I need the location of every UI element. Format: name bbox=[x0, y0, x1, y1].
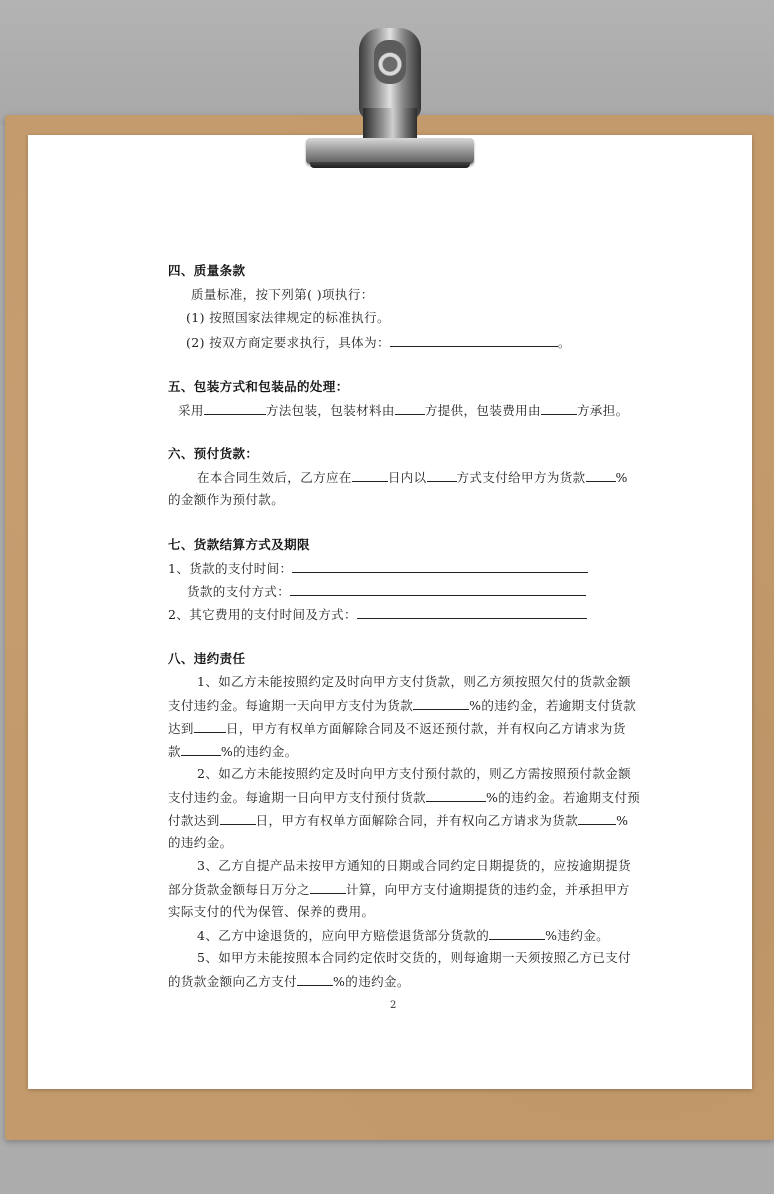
prepayment-text-2: 日内以 bbox=[387, 470, 427, 485]
liability-3-text-a: 部分货款金额每日万分之 bbox=[168, 882, 310, 897]
clip-base bbox=[306, 138, 474, 164]
blank-field[interactable] bbox=[357, 606, 587, 619]
blank-field[interactable] bbox=[292, 560, 588, 573]
blank-field[interactable] bbox=[194, 720, 226, 733]
liability-1-text-a: 支付违约金。每逾期一天向甲方支付为货款 bbox=[168, 698, 414, 713]
clip-base-lip bbox=[310, 162, 470, 168]
packaging-text-3: 方提供，包装费用由 bbox=[424, 403, 541, 418]
blank-field[interactable] bbox=[310, 881, 346, 894]
liability-1-text-b: %的违约金，若逾期支付货款 bbox=[469, 698, 637, 713]
liability-1-text-c: 达到 bbox=[168, 721, 194, 736]
liability-1-text-e: 款 bbox=[168, 744, 181, 759]
packaging-line bbox=[178, 402, 629, 419]
settlement-line-1 bbox=[168, 560, 588, 577]
liability-5-text-a: 的货款金额向乙方支付 bbox=[168, 974, 298, 989]
prepayment-text-4: % bbox=[615, 470, 628, 485]
section-heading-quality: 四、质量条款 bbox=[168, 263, 246, 278]
settlement-text-3: 2、其它费用的支付时间及方式： bbox=[168, 607, 357, 622]
quality-item-2-text: (2) 按双方商定要求执行，具体为： bbox=[186, 335, 390, 350]
quality-standard-line: 质量标准，按下列第( )项执行： bbox=[191, 287, 374, 302]
liability-2-line-2 bbox=[168, 789, 640, 806]
quality-item-1: (1) 按照国家法律规定的标准执行。 bbox=[186, 310, 390, 325]
quality-item-2-end: 。 bbox=[557, 335, 571, 350]
section-heading-prepayment: 六、预付货款： bbox=[168, 446, 259, 461]
prepayment-line-1 bbox=[197, 469, 628, 486]
liability-5-line-1: 5、如甲方未能按照本合同约定依时交货的，则每逾期一天须按照乙方已支付 bbox=[197, 950, 632, 965]
liability-4-text-b: %违约金。 bbox=[545, 928, 610, 943]
blank-field[interactable] bbox=[390, 334, 558, 347]
blank-field[interactable] bbox=[290, 583, 586, 596]
settlement-line-2 bbox=[187, 583, 586, 600]
packaging-text-1: 采用 bbox=[178, 403, 204, 418]
settlement-text-1: 1、货款的支付时间： bbox=[168, 561, 293, 576]
settlement-line-3 bbox=[168, 606, 587, 623]
liability-3-line-1: 3、乙方自提产品未按甲方通知的日期或合同约定日期提货的，应按逾期提货 bbox=[197, 858, 632, 873]
liability-5-text-b: %的违约金。 bbox=[333, 974, 410, 989]
blank-field[interactable] bbox=[541, 402, 577, 415]
blank-field[interactable] bbox=[220, 812, 256, 825]
page-number: 2 bbox=[390, 1000, 397, 1011]
liability-3-line-2 bbox=[168, 881, 630, 898]
blank-field[interactable] bbox=[352, 469, 388, 482]
blank-field[interactable] bbox=[489, 927, 545, 940]
liability-1-text-d: 日，甲方有权单方面解除合同及不返还预付款，并有权向乙方请求为货 bbox=[225, 721, 626, 736]
section-heading-liability: 八、违约责任 bbox=[168, 651, 246, 666]
blank-field[interactable] bbox=[426, 789, 486, 802]
section-heading-settlement: 七、货款结算方式及期限 bbox=[168, 537, 310, 552]
liability-2-line-3 bbox=[168, 812, 628, 829]
blank-field[interactable] bbox=[413, 697, 469, 710]
prepayment-line-2: 的金额作为预付款。 bbox=[168, 492, 285, 507]
liability-2-line-4: 的违约金。 bbox=[168, 835, 233, 850]
blank-field[interactable] bbox=[586, 469, 616, 482]
blank-field[interactable] bbox=[578, 812, 616, 825]
liability-2-text-b: %的违约金。若逾期支付预 bbox=[486, 790, 641, 805]
liability-1-text-f: %的违约金。 bbox=[220, 744, 298, 759]
prepayment-text-3: 方式支付给甲方为货款 bbox=[456, 470, 586, 485]
settlement-text-2: 货款的支付方式： bbox=[187, 584, 291, 599]
liability-5-line-2 bbox=[168, 973, 410, 990]
liability-3-line-3: 实际支付的代为保管、保养的费用。 bbox=[168, 904, 375, 919]
blank-field[interactable] bbox=[395, 402, 425, 415]
blank-field[interactable] bbox=[204, 402, 266, 415]
section-heading-packaging: 五、包装方式和包装品的处理： bbox=[168, 379, 349, 394]
prepayment-text-1: 在本合同生效后，乙方应在 bbox=[197, 470, 352, 485]
liability-1-line-3 bbox=[168, 720, 626, 737]
quality-item-2 bbox=[186, 334, 571, 351]
liability-4-line-1 bbox=[197, 927, 609, 944]
liability-1-line-2 bbox=[168, 697, 636, 714]
packaging-text-2: 方法包装，包装材料由 bbox=[265, 403, 395, 418]
liability-2-text-a: 支付违约金。每逾期一日向甲方支付预付货款 bbox=[168, 790, 427, 805]
liability-2-line-1: 2、如乙方未能按照约定及时向甲方支付预付款的，则乙方需按照预付款金额 bbox=[197, 766, 632, 781]
blank-field[interactable] bbox=[297, 973, 333, 986]
liability-1-line-4 bbox=[168, 743, 298, 760]
liability-4-text-a: 4、乙方中途退货的，应向甲方赔偿退货部分货款的 bbox=[197, 928, 490, 943]
liability-3-text-b: 计算，向甲方支付逾期提货的违约金，并承担甲方 bbox=[345, 882, 630, 897]
liability-2-text-e: % bbox=[616, 813, 629, 828]
binder-clip-icon bbox=[300, 28, 480, 178]
liability-1-line-1: 1、如乙方未能按照约定及时向甲方支付货款，则乙方须按照欠付的货款金额 bbox=[197, 674, 632, 689]
packaging-text-4: 方承担。 bbox=[576, 403, 629, 418]
blank-field[interactable] bbox=[427, 469, 457, 482]
liability-2-text-c: 付款达到 bbox=[168, 813, 220, 828]
blank-field[interactable] bbox=[181, 743, 221, 756]
clip-ring-hole bbox=[374, 40, 406, 84]
liability-2-text-d: 日，甲方有权单方面解除合同，并有权向乙方请求为货款 bbox=[255, 813, 579, 828]
